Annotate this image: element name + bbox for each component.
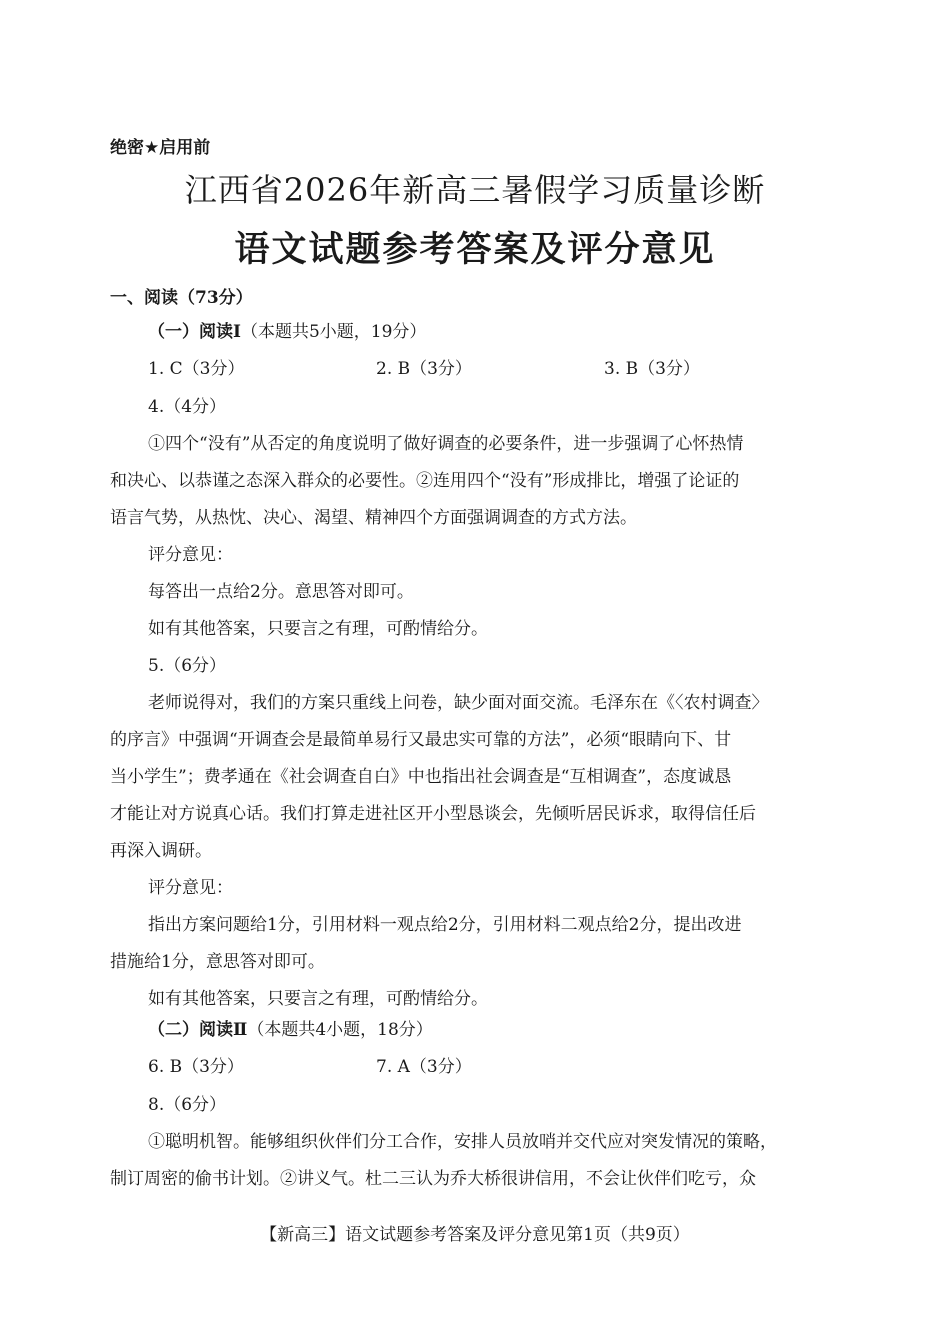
- answer-1: 1. C（3分）: [148, 359, 245, 379]
- section-heading: [148, 317, 426, 342]
- section-heading-bold: （二）阅读Ⅱ: [148, 1020, 248, 1040]
- part-heading: 一、阅读（73分）: [110, 288, 253, 308]
- answer-line: 和决心、以恭谨之态深入群众的必要性。②连用四个“没有”形成排比，增强了论证的: [110, 471, 740, 491]
- section-heading-rest: （本题共4小题，18分）: [247, 1020, 433, 1040]
- scoring-line: 每答出一点给2分。意思答对即可。: [148, 582, 414, 602]
- exam-title: 江西省2026年新高三暑假学习质量诊断: [184, 171, 766, 209]
- question-label: 4.（4分）: [148, 397, 227, 417]
- section-heading-bold: （一）阅读Ⅰ: [148, 322, 241, 342]
- answer-7: 7. A（3分）: [376, 1057, 472, 1077]
- page-footer: 【新高三】语文试题参考答案及评分意见第1页（共9页）: [260, 1225, 690, 1245]
- scoring-line: 措施给1分，意思答对即可。: [110, 952, 325, 972]
- answer-6: 6. B（3分）: [148, 1057, 244, 1077]
- doc-subtitle: 语文试题参考答案及评分意见: [234, 230, 716, 270]
- answer-line: 当小学生”；费孝通在《社会调查自白》中也指出社会调查是“互相调查”，态度诚恳: [110, 767, 732, 787]
- answer-2: 2. B（3分）: [376, 359, 472, 379]
- answer-line: 老师说得对，我们的方案只重线上问卷，缺少面对面交流。毛泽东在《〈农村调查〉: [148, 693, 769, 713]
- question-label: 5.（6分）: [148, 656, 227, 676]
- scoring-line: 如有其他答案，只要言之有理，可酌情给分。: [148, 619, 488, 639]
- question-label: 8.（6分）: [148, 1095, 227, 1115]
- scoring-label: 评分意见：: [148, 545, 233, 565]
- answer-line: ①四个“没有”从否定的角度说明了做好调查的必要条件，进一步强调了心怀热情: [148, 434, 744, 454]
- secret-label: 绝密★启用前: [110, 138, 211, 158]
- answer-3: 3. B（3分）: [604, 359, 700, 379]
- scoring-label: 评分意见：: [148, 878, 233, 898]
- scoring-line: 如有其他答案，只要言之有理，可酌情给分。: [148, 989, 488, 1009]
- scoring-line: 指出方案问题给1分，引用材料一观点给2分，引用材料二观点给2分，提出改进: [148, 915, 742, 935]
- answer-line: ①聪明机智。能够组织伙伴们分工合作，安排人员放哨并交代应对突发情况的策略，: [148, 1132, 777, 1152]
- answer-line: 制订周密的偷书计划。②讲义气。杜二三认为乔大桥很讲信用，不会让伙伴们吃亏，众: [110, 1169, 756, 1189]
- answer-line: 才能让对方说真心话。我们打算走进社区开小型恳谈会，先倾听居民诉求，取得信任后: [110, 804, 756, 824]
- section-heading: [148, 1015, 433, 1040]
- answer-line: 的序言》中强调“开调查会是最简单易行又最忠实可靠的方法”，必须“眼睛向下、甘: [110, 730, 732, 750]
- answer-line: 语言气势，从热忱、决心、渴望、精神四个方面强调调查的方式方法。: [110, 508, 637, 528]
- answer-line: 再深入调研。: [110, 841, 212, 861]
- section-heading-rest: （本题共5小题，19分）: [240, 322, 427, 342]
